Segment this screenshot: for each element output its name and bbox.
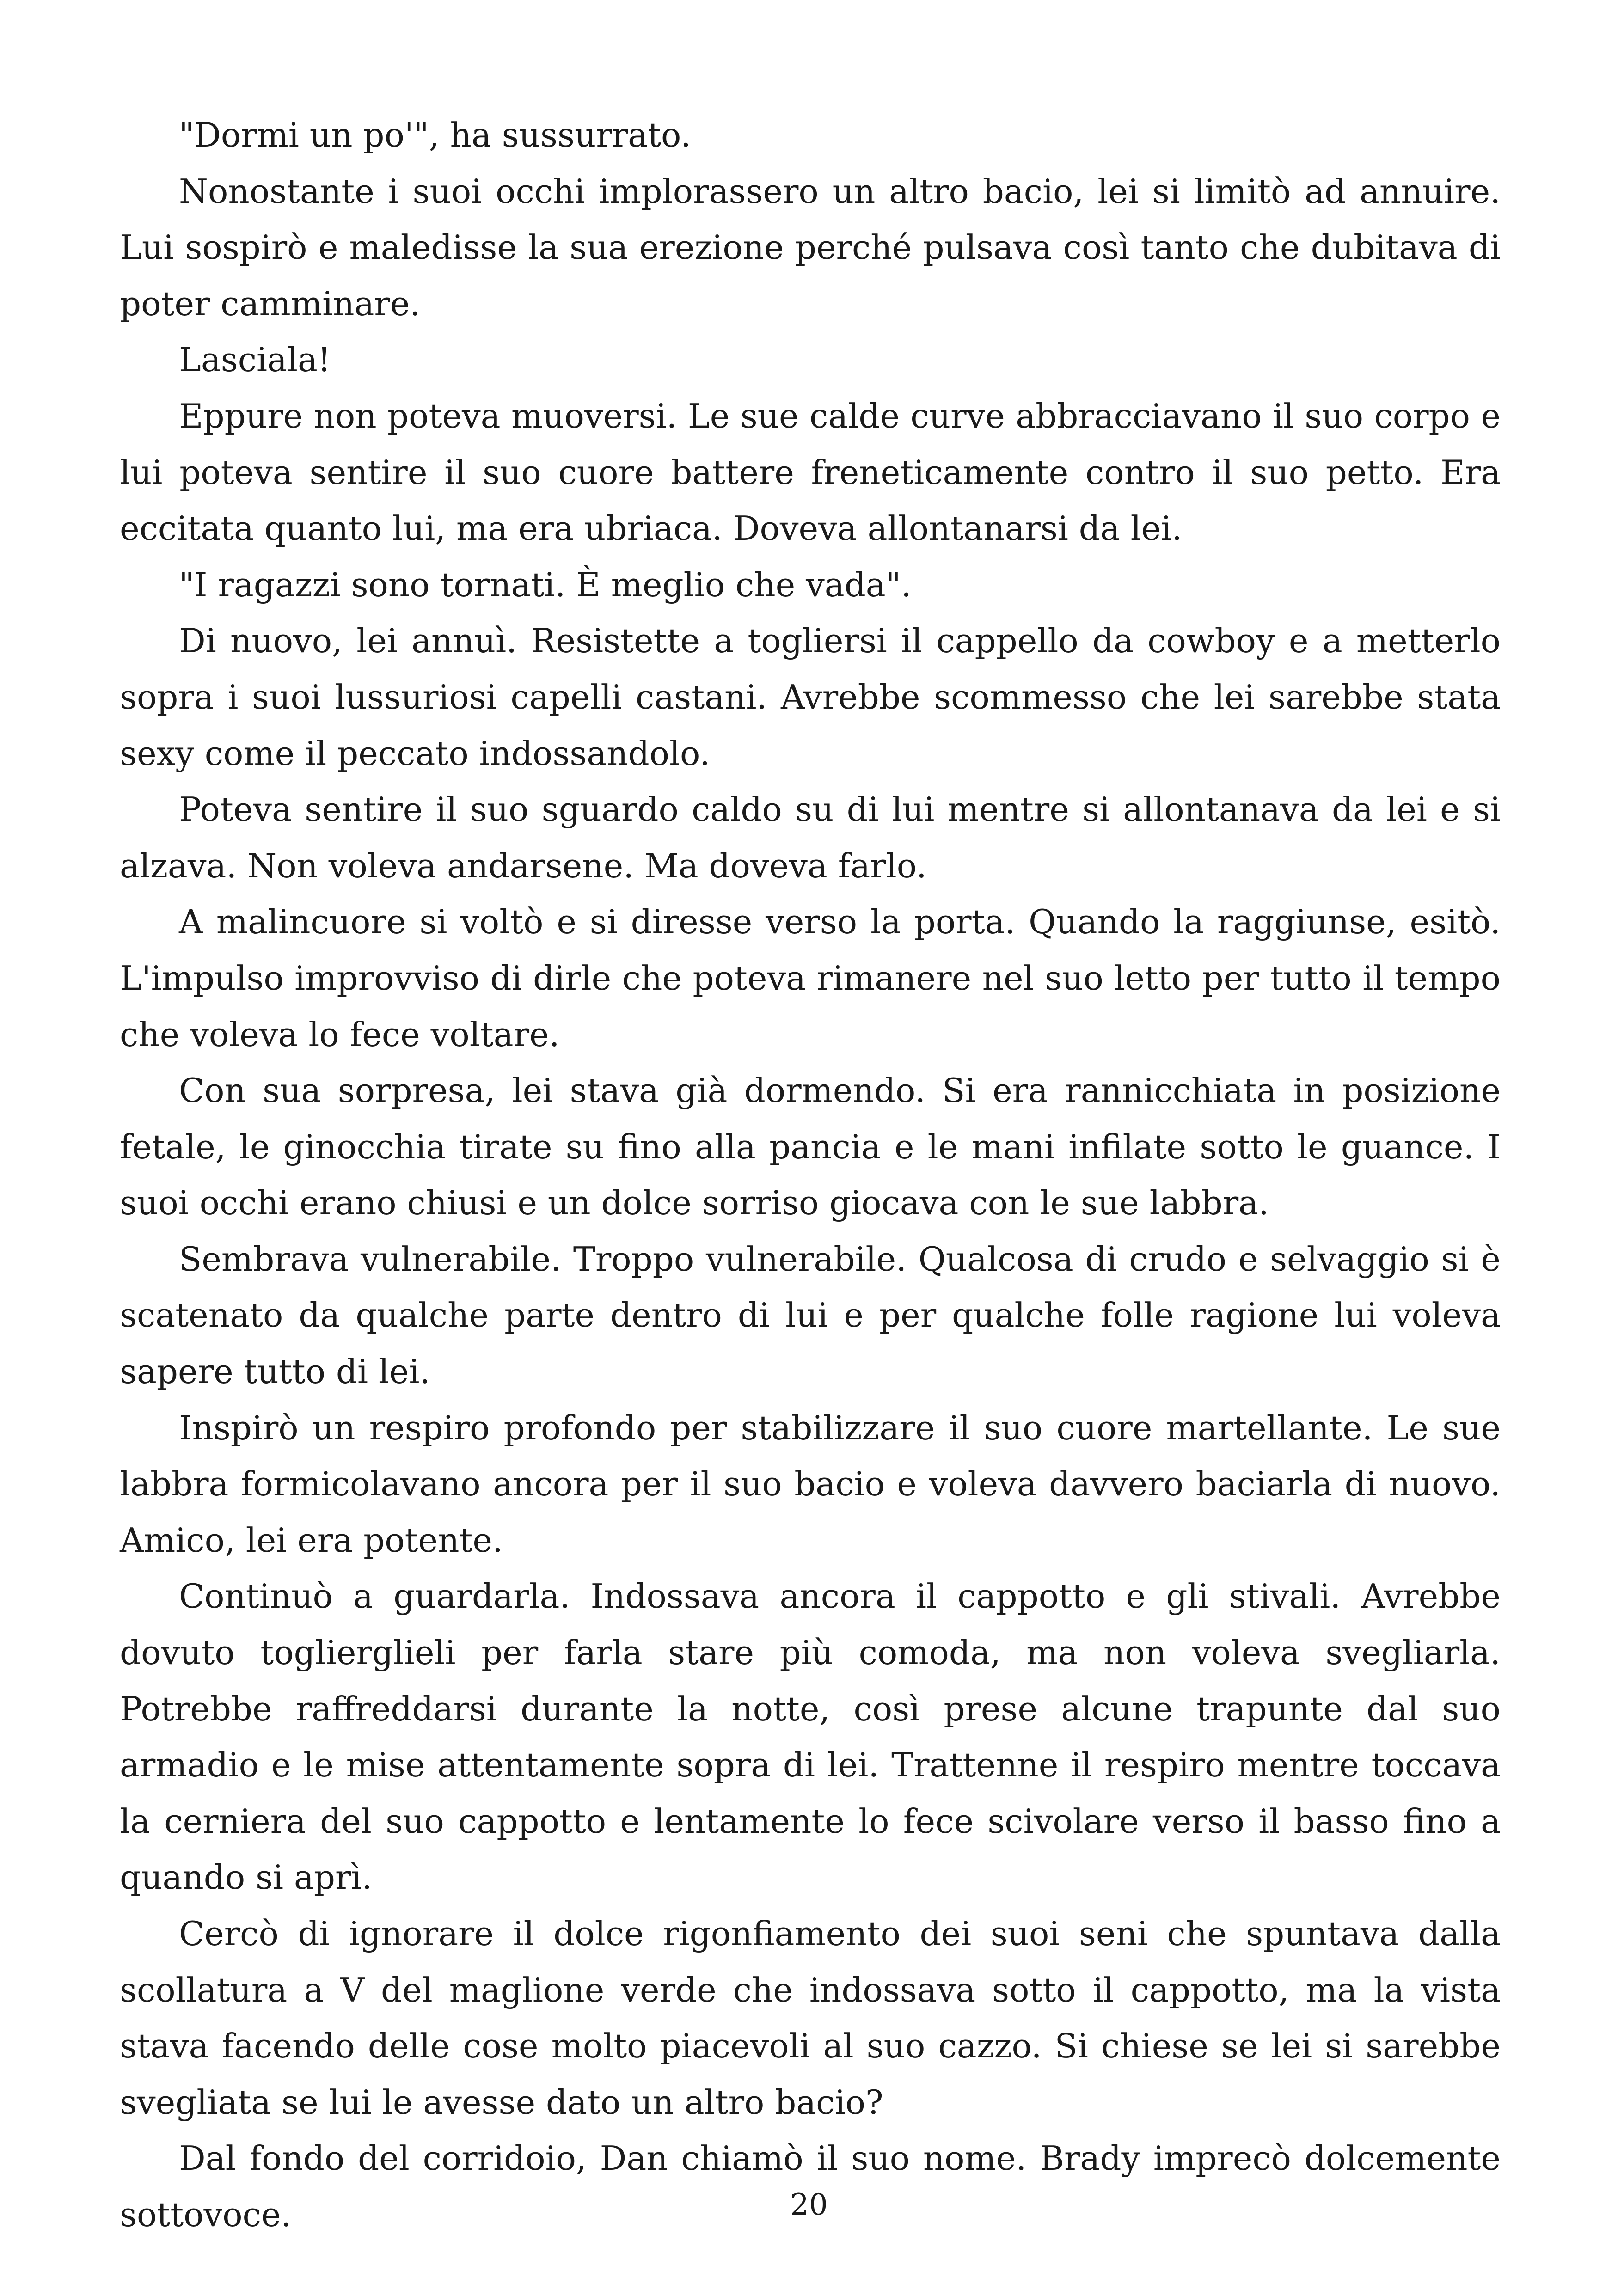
paragraph: "I ragazzi sono tornati. È meglio che vada".: [179, 565, 912, 604]
paragraph: Poteva sentire il suo sguardo caldo su di lui mentre si allontanava da lei e si alzava. Non voleva andarsene. Ma doveva farlo.: [120, 790, 1501, 885]
paragraph: "Dormi un po'", ha sussurrato.: [179, 116, 691, 154]
paragraph: Cercò di ignorare il dolce rigonfiamento dei suoi seni che spuntava dalla scollatura a V del maglione verde che indossava sotto il cappotto, ma la vista stava facendo delle cose molto piacevoli al suo cazzo. Si chiese se lei si sarebbe svegliata se lui le avesse dato un altro bacio?: [120, 1914, 1501, 2122]
page-number: 20: [790, 2188, 828, 2222]
paragraph: Dal fondo del corridoio, Dan chiamò il suo nome. Brady imprecò dolcemente sottovoce.: [120, 2139, 1501, 2234]
paragraph: Inspirò un respiro profondo per stabilizzare il suo cuore martellante. Le sue labbra formicolavano ancora per il suo bacio e voleva davvero baciarla di nuovo. Amico, lei era potente.: [120, 1408, 1501, 1560]
paragraph: A malincuore si voltò e si diresse verso la porta. Quando la raggiunse, esitò. L'impulso improvviso di dirle che poteva rimanere nel suo letto per tutto il tempo che voleva lo fece voltare.: [120, 902, 1501, 1054]
paragraph: Nonostante i suoi occhi implorassero un altro bacio, lei si limitò ad annuire. Lui sospirò e maledisse la sua erezione perché pulsava così tanto che dubitava di poter camminare.: [120, 171, 1501, 323]
paragraph: Con sua sorpresa, lei stava già dormendo. Si era rannicchiata in posizione fetale, le ginocchia tirate su fino alla pancia e le mani infilate sotto le guance. I suoi occhi erano chiusi e un dolce sorriso giocava con le sue labbra.: [120, 1071, 1501, 1223]
paragraph: Continuò a guardarla. Indossava ancora il cappotto e gli stivali. Avrebbe dovuto toglierglieli per farla stare più comoda, ma non voleva svegliarla. Potrebbe raffreddarsi durante la notte, così prese alcune trapunte dal suo armadio e le mise attentamente sopra di lei. Trattenne il respiro mentre toccava la cerniera del suo cappotto e lentamente lo fece scivolare verso il basso fino a quando si aprì.: [120, 1577, 1501, 1897]
paragraph: Lasciala!: [179, 340, 331, 380]
body-text: [120, 107, 1501, 2243]
paragraph: Sembrava vulnerabile. Troppo vulnerabile. Qualcosa di crudo e selvaggio si è scatenato da qualche parte dentro di lui e per qualche folle ragione lui voleva sapere tutto di lei.: [120, 1239, 1501, 1391]
paragraph: Eppure non poteva muoversi. Le sue calde curve abbracciavano il suo corpo e lui poteva sentire il suo cuore battere freneticamente contro il suo petto. Era eccitata quanto lui, ma era ubriaca. Doveva allontanarsi da lei.: [120, 396, 1501, 548]
paragraph: Di nuovo, lei annuì. Resistette a togliersi il cappello da cowboy e a metterlo sopra i suoi lussuriosi capelli castani. Avrebbe scommesso che lei sarebbe stata sexy come il peccato indossandolo.: [120, 621, 1501, 773]
